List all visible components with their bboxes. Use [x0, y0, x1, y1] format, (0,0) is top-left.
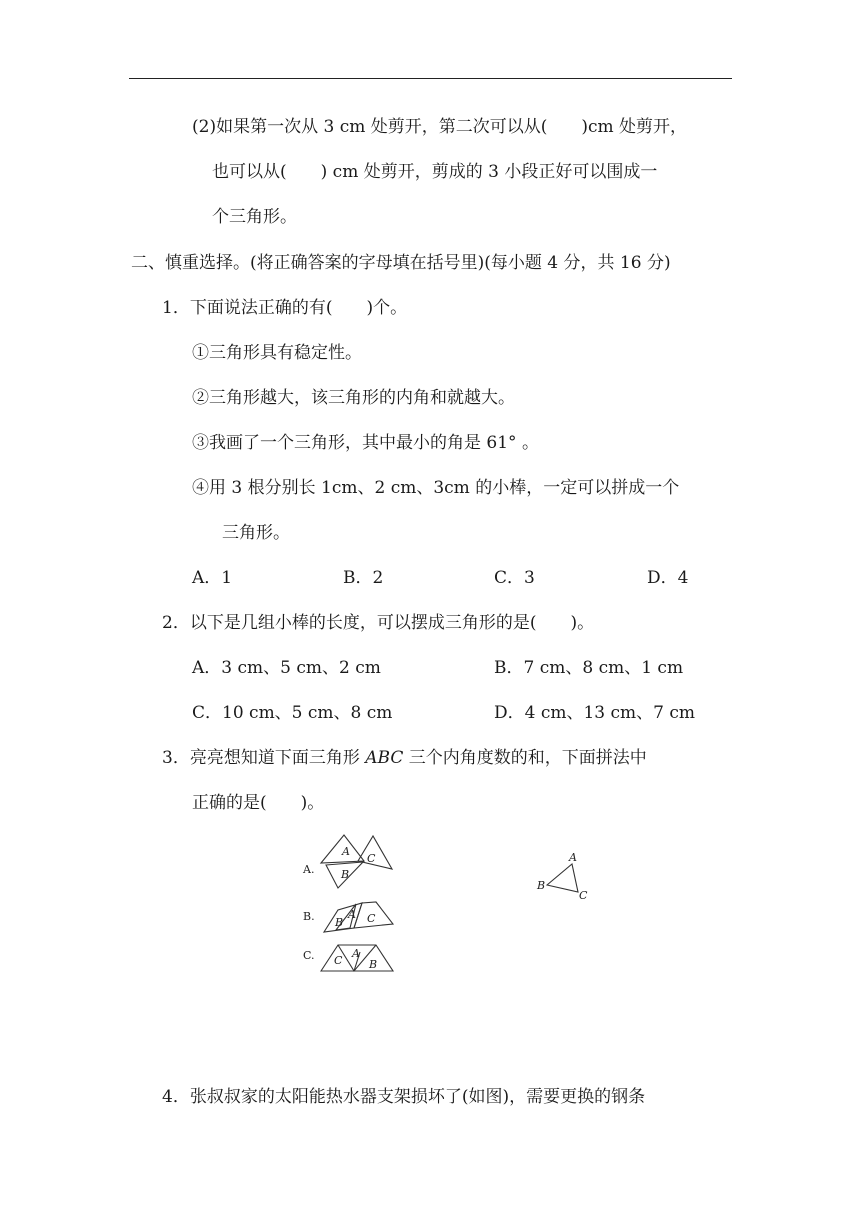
- row-c-label: C.: [303, 949, 315, 962]
- q2-stem: 2．以下是几组小棒的长度，可以摆成三角形的是( )。: [162, 613, 595, 633]
- row-c-vertex-b: B: [369, 958, 378, 971]
- triangle-abc: [547, 864, 578, 892]
- q1-statement-2: ②三角形越大，该三角形的内角和就越大。: [192, 388, 515, 408]
- q2-option-c: C．10 cm、5 cm、8 cm: [192, 703, 393, 723]
- q2-option-d: D．4 cm、13 cm、7 cm: [494, 703, 696, 723]
- row-c-vertex-a: A: [352, 947, 360, 960]
- abc-vertex-a: A: [569, 851, 577, 864]
- q1-statement-4: ④用 3 根分别长 1cm、2 cm、3cm 的小棒，一定可以拼成一个: [192, 478, 680, 498]
- row-c-vertex-c: C: [334, 954, 343, 967]
- q1-option-d: D．4: [647, 568, 689, 588]
- q2-part2-line3: 个三角形。: [212, 207, 297, 227]
- q1-stem: 1．下面说法正确的有( )个。: [162, 298, 408, 318]
- section-heading: 二、慎重选择。(将正确答案的字母填在括号里)(每小题 4 分，共 16 分): [131, 253, 671, 273]
- row-a-vertex-c: C: [367, 852, 376, 865]
- q1-statement-1: ①三角形具有稳定性。: [192, 343, 362, 363]
- row-b-label: B.: [303, 910, 315, 923]
- q1-statement-3: ③我画了一个三角形，其中最小的角是 61° 。: [192, 433, 539, 453]
- q1-statement-4-cont: 三角形。: [222, 523, 290, 543]
- q3-triangle-abc-figure: [534, 850, 594, 902]
- row-b-vertex-a: A: [348, 908, 356, 921]
- row-a-label: A.: [303, 863, 315, 876]
- q2-part2-line2: 也可以从( ) cm 处剪开，剪成的 3 小段正好可以围成一: [212, 162, 658, 182]
- abc-vertex-c: C: [579, 889, 588, 902]
- q3-triangle-name: ABC: [365, 748, 404, 768]
- q3-stem: 3．亮亮想知道下面三角形 ABC 三个内角度数的和，下面拼法中: [162, 748, 647, 768]
- q1-option-a: A．1: [192, 568, 233, 588]
- q2-option-a: A．3 cm、5 cm、2 cm: [192, 658, 381, 678]
- q3-stem-line2: 正确的是( )。: [192, 793, 325, 813]
- q2-part2-line1: (2)如果第一次从 3 cm 处剪开，第二次可以从( )cm 处剪开，: [192, 117, 688, 137]
- abc-vertex-b: B: [537, 879, 546, 892]
- q2-option-b: B．7 cm、8 cm、1 cm: [494, 658, 684, 678]
- header-rule: [129, 78, 732, 79]
- row-a-vertex-b: B: [341, 868, 350, 881]
- q1-option-b: B．2: [343, 568, 384, 588]
- q4-stem: 4．张叔叔家的太阳能热水器支架损坏了(如图)，需要更换的钢条: [162, 1087, 646, 1107]
- row-a-vertex-a: A: [342, 845, 350, 858]
- row-b-vertex-b: B: [335, 916, 344, 929]
- q3-arrangements-figure: [296, 828, 406, 978]
- q1-option-c: C．3: [494, 568, 535, 588]
- row-b-vertex-c: C: [367, 912, 376, 925]
